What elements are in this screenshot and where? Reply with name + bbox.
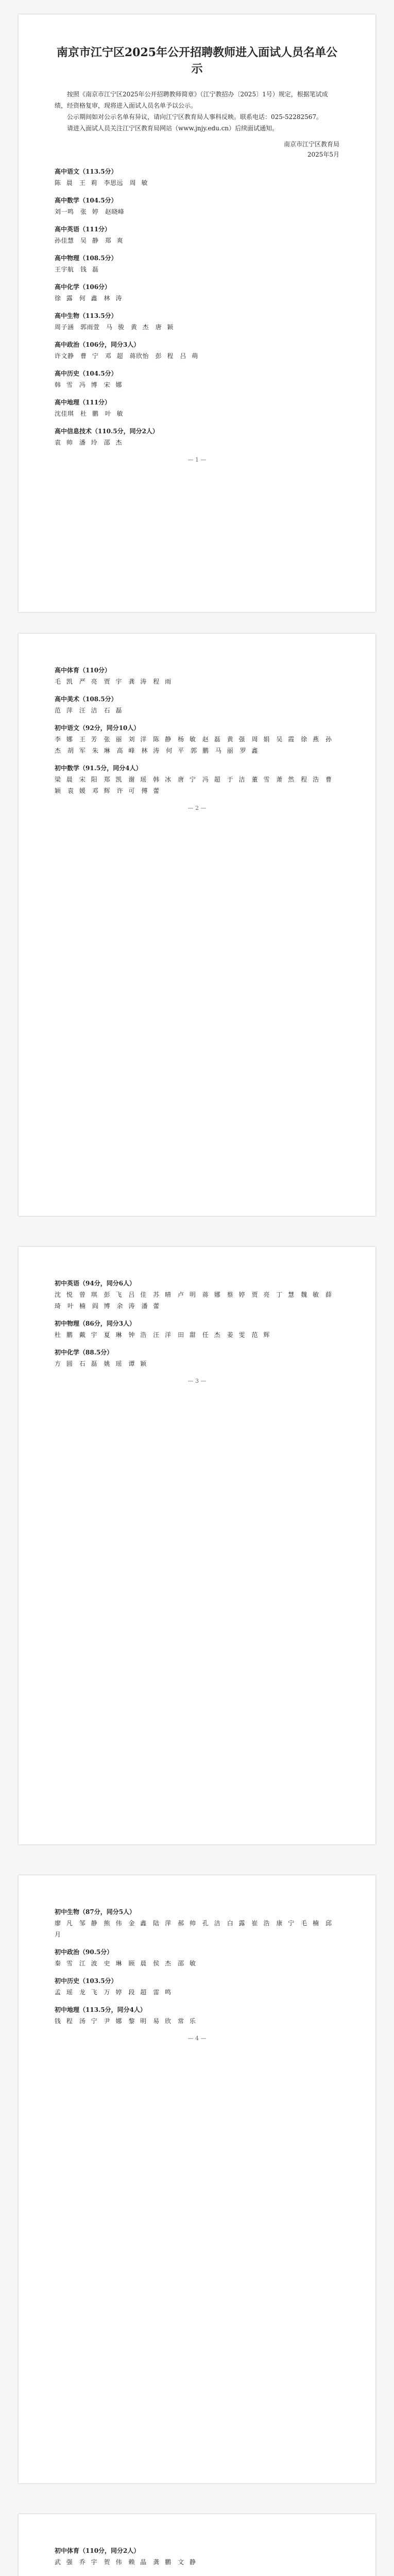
candidate-names: 孙佳慧 吴 静 郑 爽 [55, 237, 124, 244]
subject-group [55, 722, 339, 756]
group-heading: 高中历史（104.5分） [55, 370, 117, 377]
candidate-names: 许文静 曹 宁 邓 超 蒋欣怡 彭 程 吕 萌 [55, 352, 198, 360]
page-title: 南京市江宁区2025年公开招聘教师进入面试人员名单公示 [56, 46, 338, 76]
subject-group [55, 1906, 339, 1940]
document-page [19, 1875, 375, 2483]
document-page [19, 1247, 375, 1844]
group-heading: 高中体育（110分） [55, 667, 111, 674]
candidate-names: 沈 悦 曾 琪 彭 飞 吕 佳 苏 晴 卢 明 蒋 娜 蔡 婷 贾 亮 丁 慧 魏 敏 薛 琦 叶 楠 阎 博 余 涛 潘 蕾 [55, 1291, 332, 1310]
date: 2025年5月 [307, 151, 339, 158]
intro-paragraph: 按照《南京市江宁区2025年公开招聘教师简章》（江宁教招办〔2025〕1号）规定，根据笔试成绩，经资格复审，现将进入面试人员名单予以公示。 [55, 91, 328, 109]
subject-group [55, 281, 339, 304]
notice-paragraph: 公示期间如对公示名单有异议，请向江宁区教育局人事科反映。联系电话：025-52282567。 [67, 113, 323, 121]
subject-group [55, 762, 339, 796]
group-heading: 初中物理（86分，同分3人） [55, 1320, 136, 1327]
page-number: — 4 — [187, 2035, 207, 2042]
candidate-names: 袁 帅 潘 玲 邵 杰 [55, 439, 122, 446]
group-heading: 初中地理（113.5分，同分4人） [55, 2006, 146, 2013]
group-heading: 高中数学（104.5分） [55, 197, 117, 204]
notice-paragraph: 请进入面试人员关注江宁区教育局网站（www.jnjy.edu.cn）后续面试通知。 [67, 125, 279, 132]
subject-group [55, 252, 339, 275]
candidate-names: 梁 晨 宋 阳 郑 凯 谢 瑶 韩 冰 唐 宁 冯 超 于 洁 董 雪 萧 然 程 浩 曹 颖 袁 媛 邓 辉 许 可 傅 蕾 [55, 776, 332, 794]
page-number: — 2 — [187, 805, 207, 811]
group-heading: 初中体育（110分，同分2人） [55, 2547, 140, 2554]
candidate-names: 陈 晨 王 莉 李思远 周 敏 [55, 179, 148, 187]
group-heading: 初中语文（92分，同分10人） [55, 724, 140, 732]
subject-group [55, 339, 339, 362]
group-heading: 高中英语（111分） [55, 226, 111, 233]
subject-group [55, 665, 339, 687]
group-heading: 高中政治（106分，同分3人） [55, 341, 140, 348]
document-page [19, 14, 375, 612]
subject-group [55, 397, 339, 419]
group-heading: 高中美术（108.5分） [55, 696, 117, 703]
group-heading: 高中化学（106分） [55, 283, 111, 291]
subject-group [55, 224, 339, 246]
document-page [19, 634, 375, 1216]
subject-group [55, 693, 339, 716]
document-page [19, 2514, 375, 2576]
group-heading: 高中地理（111分） [55, 399, 111, 406]
candidate-names: 李 娜 王 芳 张 丽 刘 洋 陈 静 杨 敏 赵 磊 黄 强 周 娟 吴 霞 徐 燕 孙 杰 胡 军 朱 琳 高 峰 林 涛 何 平 郭 鹏 马 丽 罗 鑫 [55, 736, 332, 754]
subject-group [55, 1347, 339, 1369]
group-heading [55, 2574, 339, 2576]
subject-group [55, 2004, 339, 2027]
subject-group [55, 166, 339, 189]
group-heading: 初中历史（103.5分） [55, 1977, 117, 1985]
subject-group [55, 195, 339, 217]
group-heading: 初中生物（87分，同分5人） [55, 1908, 136, 1916]
candidate-names: 方 圆 石 磊 姚 瑶 谭 颖 [55, 1360, 147, 1367]
group-heading: 高中物理（108.5分） [55, 255, 117, 262]
candidate-names: 孟 瑶 龙 飞 万 婷 段 超 雷 鸣 [55, 1989, 172, 1996]
candidate-names: 毛 凯 严 亮 贾 宇 龚 涛 程 雨 [55, 678, 172, 685]
candidate-names: 钱 程 汤 宁 尹 娜 黎 明 易 欣 常 乐 [55, 2018, 196, 2025]
subject-group [55, 310, 339, 333]
candidate-names: 秦 雪 江 波 史 琳 顾 晨 侯 杰 邵 敏 [55, 1960, 196, 1967]
candidate-names: 周子涵 郭雨萱 马 骏 黄 杰 唐 颖 [55, 324, 174, 331]
group-heading: 初中数学（91.5分，同分4人） [55, 765, 142, 772]
group-heading: 高中语文（113.5分） [55, 168, 117, 175]
subject-group [55, 2574, 339, 2576]
group-heading: 初中英语（94分，同分6人） [55, 1280, 136, 1287]
subject-group [55, 426, 339, 448]
candidate-names: 沈佳琪 杜 鹏 叶 敏 [55, 410, 124, 417]
group-heading: 初中化学（88.5分） [55, 1349, 113, 1356]
candidate-names: 王宇航 钱 磊 [55, 266, 99, 273]
subject-group [55, 1278, 339, 1312]
page-number: — 3 — [187, 1378, 207, 1384]
subject-group [55, 1318, 339, 1341]
candidate-names: 杜 鹏 戴 宇 夏 琳 钟 浩 汪 洋 田 甜 任 杰 姜 雯 范 辉 [55, 1331, 270, 1338]
candidate-names: 韩 雪 冯 博 宋 娜 [55, 381, 122, 388]
candidate-names: 武 强 乔 宇 贺 伟 赖 晶 龚 鹏 文 静 [55, 2558, 196, 2566]
group-heading: 高中信息技术（110.5分，同分2人） [55, 428, 159, 435]
subject-group [55, 368, 339, 391]
group-heading: 初中政治（90.5分） [55, 1948, 113, 1956]
signature: 南京市江宁区教育局 [283, 141, 339, 148]
subject-group [55, 1946, 339, 1969]
candidate-names: 徐 露 何 鑫 林 涛 [55, 295, 122, 302]
group-heading: 高中生物（113.5分） [55, 312, 117, 319]
subject-group [55, 1975, 339, 1998]
candidate-names: 范 萍 汪 洁 石 磊 [55, 707, 122, 714]
page-number: — 1 — [187, 456, 207, 463]
candidate-names: 廖 凡 邹 静 熊 伟 金 鑫 陆 萍 郝 帅 孔 洁 白 露 崔 浩 康 宁 毛 楠 邱 月 [55, 1920, 332, 1938]
candidate-names: 刘一鸣 张 婷 赵晓峰 [55, 208, 125, 215]
subject-group [55, 2545, 339, 2568]
